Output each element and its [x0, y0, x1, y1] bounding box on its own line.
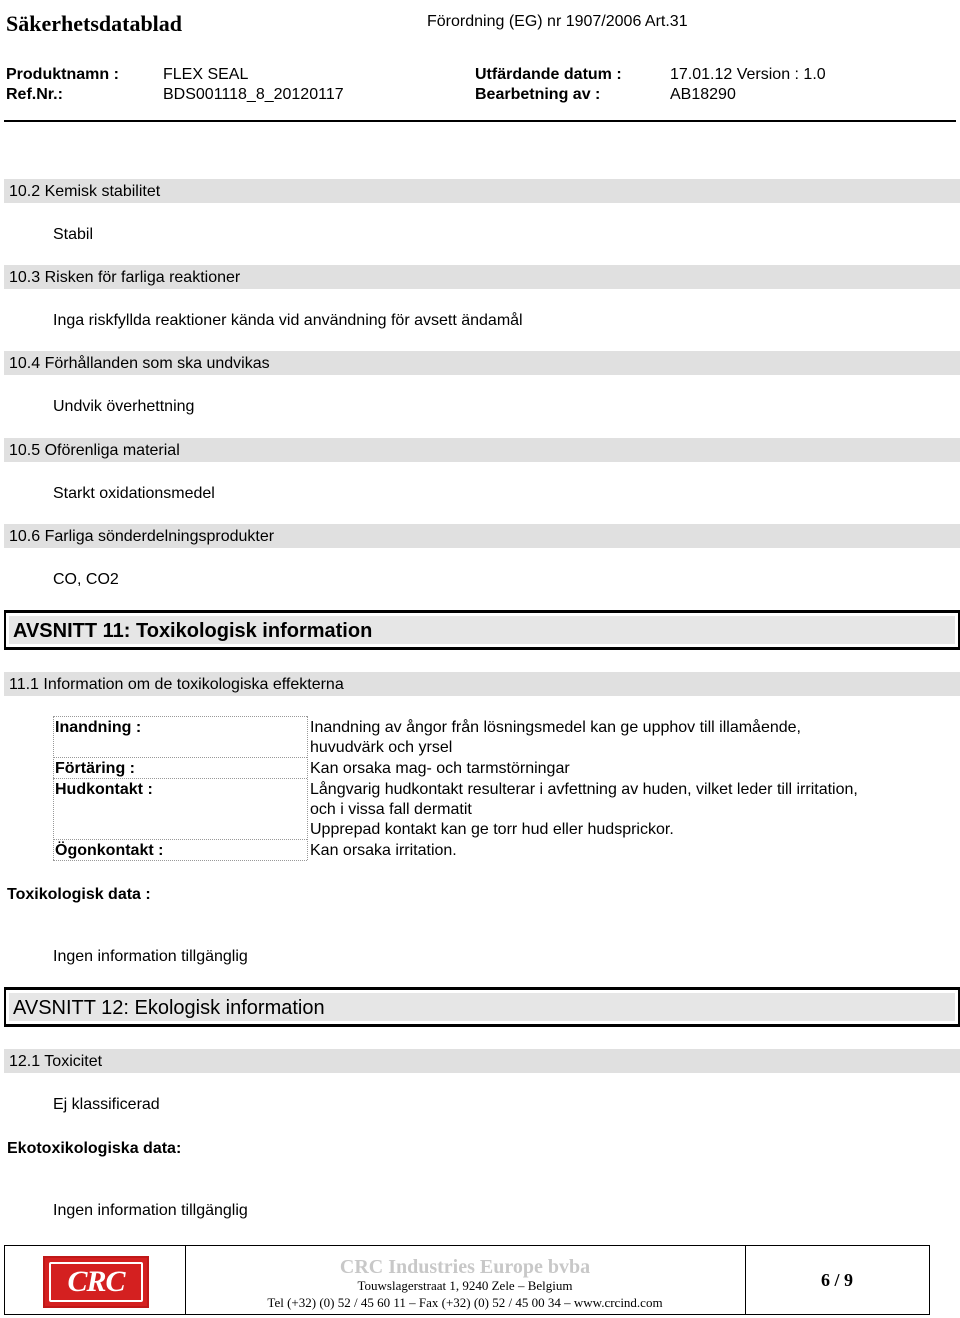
table-border	[53, 860, 307, 861]
section-12-title: AVSNITT 12: Ekologisk information	[13, 997, 325, 1019]
header-rule	[4, 120, 956, 122]
table-border	[307, 716, 308, 860]
ingestion-label: Förtäring :	[55, 760, 135, 777]
eco-data-label: Ekotoxikologiska data:	[7, 1140, 182, 1157]
section-text: Undvik överhettning	[53, 398, 195, 415]
tox-data-text: Ingen information tillgänglig	[53, 948, 248, 965]
document-title: Säkerhetsdatablad	[6, 11, 183, 36]
text-line: Upprepad kontakt kan ge torr hud eller hudsprickor.	[310, 821, 674, 838]
eco-data-text: Ingen information tillgänglig	[53, 1202, 248, 1219]
company-name: CRC Industries Europe bvba	[339, 1256, 591, 1278]
section-heading: 12.1 Toxicitet	[9, 1053, 103, 1070]
section-text: Ej klassificerad	[53, 1096, 160, 1113]
section-text: CO, CO2	[53, 571, 119, 588]
section-heading: 10.3 Risken för farliga reaktioner	[9, 269, 241, 286]
page-number: 6 / 9	[820, 1270, 853, 1290]
table-border	[53, 839, 307, 840]
table-border	[53, 757, 307, 758]
text-line: Kan orsaka mag- och tarmstörningar	[310, 760, 570, 777]
product-label: Produktnamn :	[6, 66, 119, 83]
section-heading: 10.5 Oförenliga material	[9, 442, 180, 459]
section-heading: 10.6 Farliga sönderdelningsprodukter	[9, 528, 275, 545]
section-10-3-bar	[4, 265, 960, 289]
section-12-title-box	[4, 987, 960, 1027]
text-line: och i vissa fall dermatit	[310, 801, 472, 818]
inhalation-text	[310, 718, 801, 758]
ref-value: BDS001118_8_20120117	[163, 86, 344, 103]
edited-by-value: AB18290	[670, 86, 736, 103]
text-line: Inandning av ångor från lösningsmedel kan ge upphov till illamående,	[310, 719, 801, 736]
regulation-text: Förordning (EG) nr 1907/2006 Art.31	[427, 13, 688, 30]
text-line: huvudvärk och yrsel	[310, 739, 453, 756]
issue-date-value: 17.01.12 Version : 1.0	[670, 66, 826, 83]
section-11-title: AVSNITT 11: Toxikologisk information	[13, 620, 373, 642]
page-footer	[4, 1245, 930, 1315]
text-line: Kan orsaka irritation.	[310, 842, 457, 859]
tox-data-label: Toxikologisk data :	[7, 886, 151, 903]
section-text: Starkt oxidationsmedel	[53, 485, 215, 502]
inhalation-label: Inandning :	[55, 719, 142, 736]
skin-contact-label: Hudkontakt :	[55, 781, 153, 798]
table-border	[53, 716, 307, 717]
ref-label: Ref.Nr.:	[6, 86, 63, 103]
section-10-5-bar	[4, 438, 960, 462]
section-heading: 10.2 Kemisk stabilitet	[9, 183, 161, 200]
logo-text: CRC	[67, 1265, 125, 1298]
edited-by-label: Bearbetning av :	[475, 86, 601, 103]
section-10-4-bar	[4, 351, 960, 375]
section-11-1-bar	[4, 672, 960, 696]
eye-contact-label: Ögonkontakt :	[55, 842, 164, 859]
section-heading: 11.1 Information om de toxikologiska effekterna	[9, 676, 344, 693]
section-heading: 10.4 Förhållanden som ska undvikas	[9, 355, 270, 372]
table-border	[53, 778, 307, 779]
section-10-6-bar	[4, 524, 960, 548]
product-value: FLEX SEAL	[163, 66, 249, 83]
ingestion-text	[310, 759, 570, 779]
eye-contact-text	[310, 841, 457, 861]
section-11-title-box	[4, 610, 960, 650]
issue-date-label: Utfärdande datum :	[475, 66, 622, 83]
section-text: Inga riskfyllda reaktioner kända vid användning för avsett ändamål	[53, 312, 523, 329]
company-contact: Tel (+32) (0) 52 / 45 60 11 – Fax (+32) (0) 52 / 45 00 34 – www.crcind.com	[267, 1295, 663, 1310]
section-text: Stabil	[53, 226, 94, 243]
company-address: Touwslagerstraat 1, 9240 Zele – Belgium	[357, 1278, 573, 1293]
skin-contact-text	[310, 780, 858, 840]
section-10-2-bar	[4, 179, 960, 203]
crc-logo	[43, 1256, 149, 1308]
section-12-1-bar	[4, 1049, 960, 1073]
text-line: Långvarig hudkontakt resulterar i avfettning av huden, vilket leder till irritation,	[310, 781, 858, 798]
